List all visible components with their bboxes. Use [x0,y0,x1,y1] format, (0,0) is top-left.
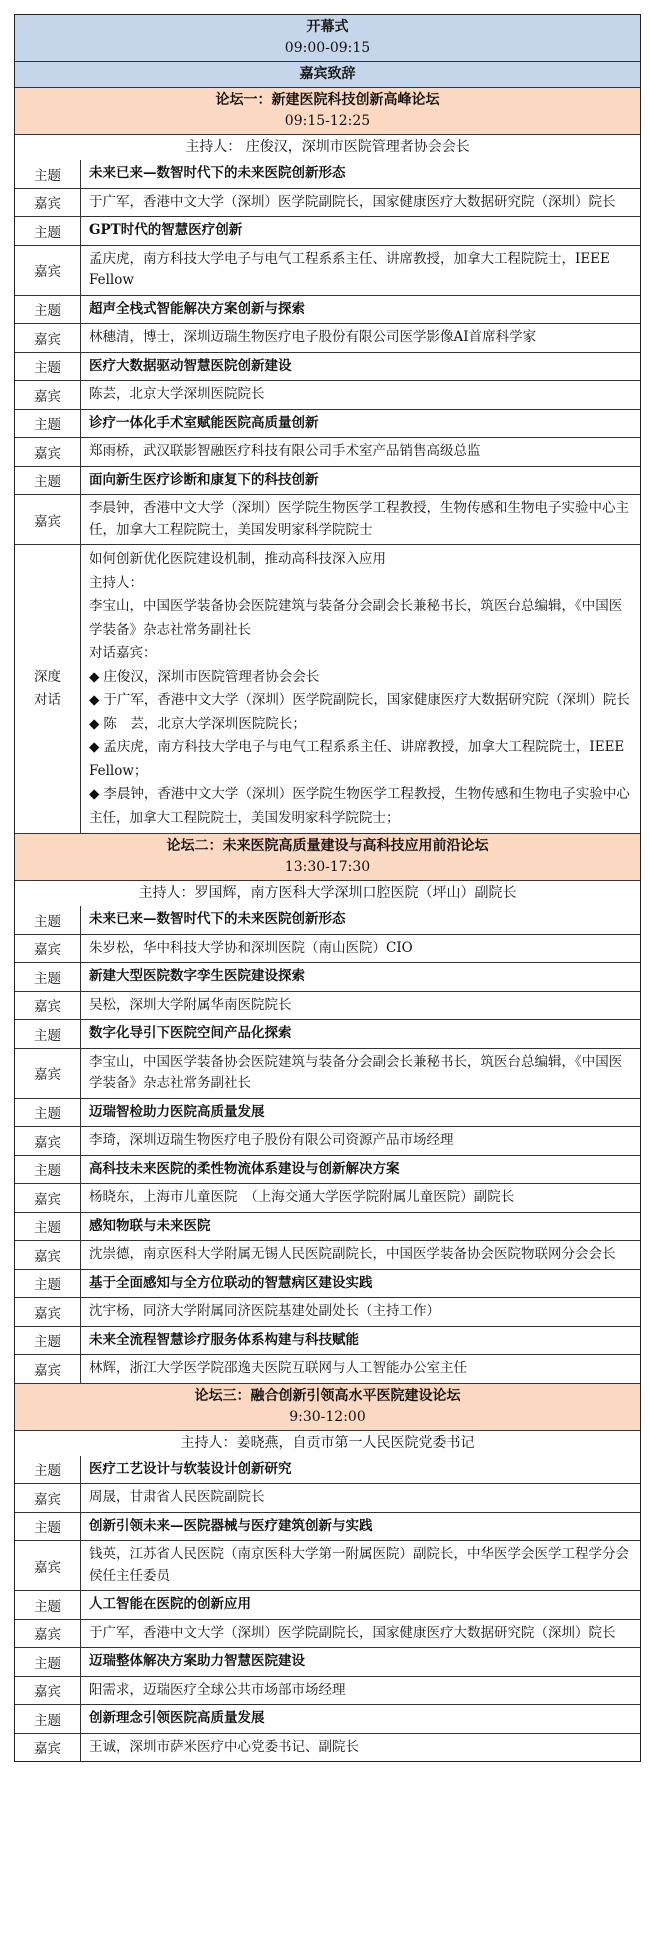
forum3-host [15,1430,640,1456]
table-row [15,494,640,544]
row-label: 主题 [15,1099,81,1127]
table-row [15,409,640,438]
table-row [15,1512,640,1541]
welcome-banner [15,61,640,87]
table-row [15,1269,640,1298]
row-topic: 迈瑞智检助力医院高质量发展 [89,1103,265,1120]
table-row [15,1126,640,1155]
row-label: 嘉宾 [15,1355,81,1383]
forum2-host [15,880,640,906]
row-topic: 创新引领未来—医院器械与医疗建筑创新与实践 [89,1517,373,1534]
row-topic: 创新理念引领医院高质量发展 [89,1710,265,1726]
table-row [15,1676,640,1705]
row-label: 嘉宾 [15,1298,81,1326]
row-topic: 超声全栈式智能解决方案创新与探索 [89,300,305,317]
row-guest: 于广军，香港中文大学（深圳）医学院副院长，国家健康医疗大数据研究院（深圳）院长 [89,193,616,210]
row-label: 嘉宾 [15,1620,81,1648]
row-label: 主题 [15,1270,81,1298]
row-label: 主题 [15,1156,81,1184]
table-row [15,1619,640,1648]
forum2-rows [15,906,640,1383]
row-guest: 周晟，甘肃省人民医院副院长 [89,1489,265,1505]
opening-title: 开幕式 [306,19,349,35]
row-guest: 李宝山，中国医学装备协会医院建筑与装备分会副会长兼秘书长，筑医台总编辑，《中国医学装备》杂志社常务副社长 [89,1053,623,1091]
table-row [15,1483,640,1512]
row-topic: GPT时代的智慧医疗创新 [89,222,243,238]
row-label: 嘉宾 [15,1484,81,1512]
row-label: 主题 [15,217,81,245]
row-topic: 人工智能在医院的创新应用 [89,1596,251,1612]
opening-banner [15,15,640,61]
table-row [15,906,640,934]
row-label: 嘉宾 [15,992,81,1020]
row-label: 主题 [15,1020,81,1048]
row-guest: 林辉，浙江大学医学院邵逸夫医院互联网与人工智能办公室主任 [89,1360,467,1376]
dialog-guest-list [89,666,632,831]
row-label [15,545,81,833]
row-topic: 新建大型医院数字孪生医院建设探索 [89,968,305,984]
table-row [15,1456,640,1484]
table-row [15,160,640,188]
row-label: 主题 [15,296,81,324]
row-guest: 郑雨桥，武汉联影智融医疗科技有限公司手术室产品销售高级总监 [89,443,481,459]
table-row [15,323,640,352]
forum3-host-text: 主持人：姜晓燕，自贡市第一人民医院党委书记 [180,1434,475,1451]
row-guest: 陈芸，北京大学深圳医院院长 [89,386,265,402]
table-row [15,1297,640,1326]
row-guest: 林穗清，博士，深圳迈瑞生物医疗电子股份有限公司医学影像AI首席科学家 [89,329,537,345]
row-label: 嘉宾 [15,1127,81,1155]
table-row [15,1019,640,1048]
row-label: 嘉宾 [15,1241,81,1269]
table-row [15,437,640,466]
row-topic: 高科技未来医院的柔性物流体系建设与创新解决方案 [89,1160,400,1177]
table-row [15,962,640,991]
forum1-title: 论坛一：新建医院科技创新高峰论坛 [215,92,440,108]
row-guest: 沈宇杨，同济大学附属同济医院基建处副处长（主持工作） [89,1303,440,1319]
row-topic: 感知物联与未来医院 [89,1217,211,1234]
forum2-title: 论坛二：未来医院高质量建设与高科技应用前沿论坛 [166,838,489,854]
row-guest: 杨晓东，上海市儿童医院 （上海交通大学医学院附属儿童医院）副院长 [89,1189,515,1205]
dialog-content [81,545,640,833]
dialog-guest: ◆ 庄俊汉，深圳市医院管理者协会会长 [89,666,632,690]
dialog-topic: 如何创新优化医院建设机制，推动高科技深入应用 [89,551,386,567]
row-label: 嘉宾 [15,1677,81,1705]
table-row [15,245,640,295]
table-row [15,1155,640,1184]
table-row [15,466,640,495]
row-topic: 医疗工艺设计与软装设计创新研究 [89,1460,292,1477]
row-label: 主题 [15,1213,81,1241]
row-label: 嘉宾 [15,381,81,409]
row-guest: 于广军，香港中文大学（深圳）医学院副院长，国家健康医疗大数据研究院（深圳）院长 [89,1624,616,1641]
row-label: 主题 [15,1591,81,1619]
row-label: 主题 [15,410,81,438]
forum1-time: 09:15-12:25 [284,113,371,129]
row-guest: 孟庆虎，南方科技大学电子与电气工程系系主任、讲席教授，加拿大工程院院士，IEEE Fellow [89,250,610,288]
row-label: 嘉宾 [15,438,81,466]
forum1-dialog-row [15,544,640,833]
table-row [15,216,640,245]
table-row [15,1326,640,1355]
table-row [15,1212,640,1241]
row-topic: 面向新生医疗诊断和康复下的科技创新 [89,471,319,488]
forum3-title: 论坛三：融合创新引领高水平医院建设论坛 [194,1387,461,1404]
row-label: 嘉宾 [15,246,81,295]
row-label: 嘉宾 [15,324,81,352]
table-row [15,380,640,409]
table-row [15,934,640,963]
row-label: 主题 [15,906,81,934]
forum2-time: 13:30-17:30 [284,859,371,875]
table-row [15,1590,640,1619]
row-topic: 未来已来—数智时代下的未来医院创新形态 [89,911,346,927]
row-label: 嘉宾 [15,1049,81,1098]
table-row [15,1647,640,1676]
row-label: 主题 [15,1705,81,1733]
table-row [15,1183,640,1212]
table-row [15,1733,640,1762]
table-row [15,1540,640,1590]
dialog-host: 李宝山，中国医学装备协会医院建筑与装备分会副会长兼秘书长，筑医台总编辑，《中国医学装备》杂志社常务副社长 [89,598,623,638]
row-label: 嘉宾 [15,935,81,963]
forum3-time: 9:30-12:00 [289,1408,366,1425]
row-guest: 吴松，深圳大学附属华南医院院长 [89,996,292,1013]
dialog-guest: ◆ 于广军，香港中文大学（深圳）医学院副院长，国家健康医疗大数据研究院（深圳）院长 [89,689,632,713]
welcome-title: 嘉宾致辞 [299,66,356,82]
forum3-banner [15,1383,640,1430]
agenda-table [14,14,641,1762]
row-label: 嘉宾 [15,1541,81,1590]
row-label: 主题 [15,160,81,188]
row-label: 嘉宾 [15,1734,81,1762]
row-label: 主题 [15,1648,81,1676]
row-topic: 迈瑞整体解决方案助力智慧医院建设 [89,1653,305,1669]
row-topic: 基于全面感知与全方位联动的智慧病区建设实践 [89,1274,373,1291]
table-row [15,188,640,217]
table-row [15,1048,640,1098]
dialog-host-label: 主持人： [89,574,143,591]
table-row [15,1240,640,1269]
dialog-guest: ◆ 陈 芸，北京大学深圳医院院长； [89,713,632,737]
forum2-banner [15,833,640,880]
row-topic: 未来全流程智慧诊疗服务体系构建与科技赋能 [89,1331,359,1348]
table-row [15,1354,640,1383]
row-topic: 未来已来—数智时代下的未来医院创新形态 [89,165,346,181]
row-label: 主题 [15,1327,81,1355]
row-label: 嘉宾 [15,1184,81,1212]
forum2-host-text: 主持人：罗国辉，南方医科大学深圳口腔医院（坪山）副院长 [138,885,517,901]
dialog-label: 深度对话 [34,669,61,708]
table-row [15,991,640,1020]
table-row [15,352,640,381]
row-label: 主题 [15,353,81,381]
dialog-guest: ◆ 李晨钟，香港中文大学（深圳）医学院生物医学工程教授，生物传感和生物电子实验中心主任，加拿大工程院院士，美国发明家科学院院士； [89,783,632,830]
dialog-guests-label: 对话嘉宾： [89,645,157,661]
row-label: 主题 [15,467,81,495]
row-guest: 王诚，深圳市萨米医疗中心党委书记、副院长 [89,1738,359,1755]
dialog-guest: ◆ 孟庆虎，南方科技大学电子与电气工程系系主任、讲席教授，加拿大工程院院士，IEEE Fellow； [89,736,632,783]
row-guest: 朱岁松，华中科技大学协和深圳医院（南山医院）CIO [89,939,413,956]
row-label: 主题 [15,963,81,991]
row-label: 主题 [15,1456,81,1484]
row-guest: 李琦，深圳迈瑞生物医疗电子股份有限公司资源产品市场经理 [89,1132,454,1148]
row-guest: 钱英，江苏省人民医院（南京医科大学第一附属医院）副院长，中华医学会医学工程学分会侯任主任委员 [89,1546,629,1584]
row-topic: 诊疗一体化手术室赋能医院高质量创新 [89,414,319,431]
forum1-host-text: 主持人： 庄俊汉，深圳市医院管理者协会会长 [185,139,470,155]
table-row [15,1098,640,1127]
opening-time: 09:00-09:15 [284,40,371,56]
row-topic: 医疗大数据驱动智慧医院创新建设 [89,357,292,374]
row-guest: 阳需求，迈瑞医疗全球公共市场部市场经理 [89,1681,346,1698]
table-row [15,295,640,324]
table-row [15,1704,640,1733]
row-guest: 李晨钟，香港中文大学（深圳）医学院生物医学工程教授，生物传感和生物电子实验中心主任，加拿大工程院院士，美国发明家科学院院士 [89,500,629,538]
row-label: 主题 [15,1513,81,1541]
row-guest: 沈崇德，南京医科大学附属无锡人民医院副院长，中国医学装备协会医院物联网分会会长 [89,1246,616,1262]
forum1-banner [15,87,640,134]
forum3-rows [15,1456,640,1762]
forum1-host [15,134,640,160]
forum1-rows [15,160,640,544]
row-label: 嘉宾 [15,495,81,544]
row-topic: 数字化导引下医院空间产品化探索 [89,1025,292,1041]
row-label: 嘉宾 [15,189,81,217]
